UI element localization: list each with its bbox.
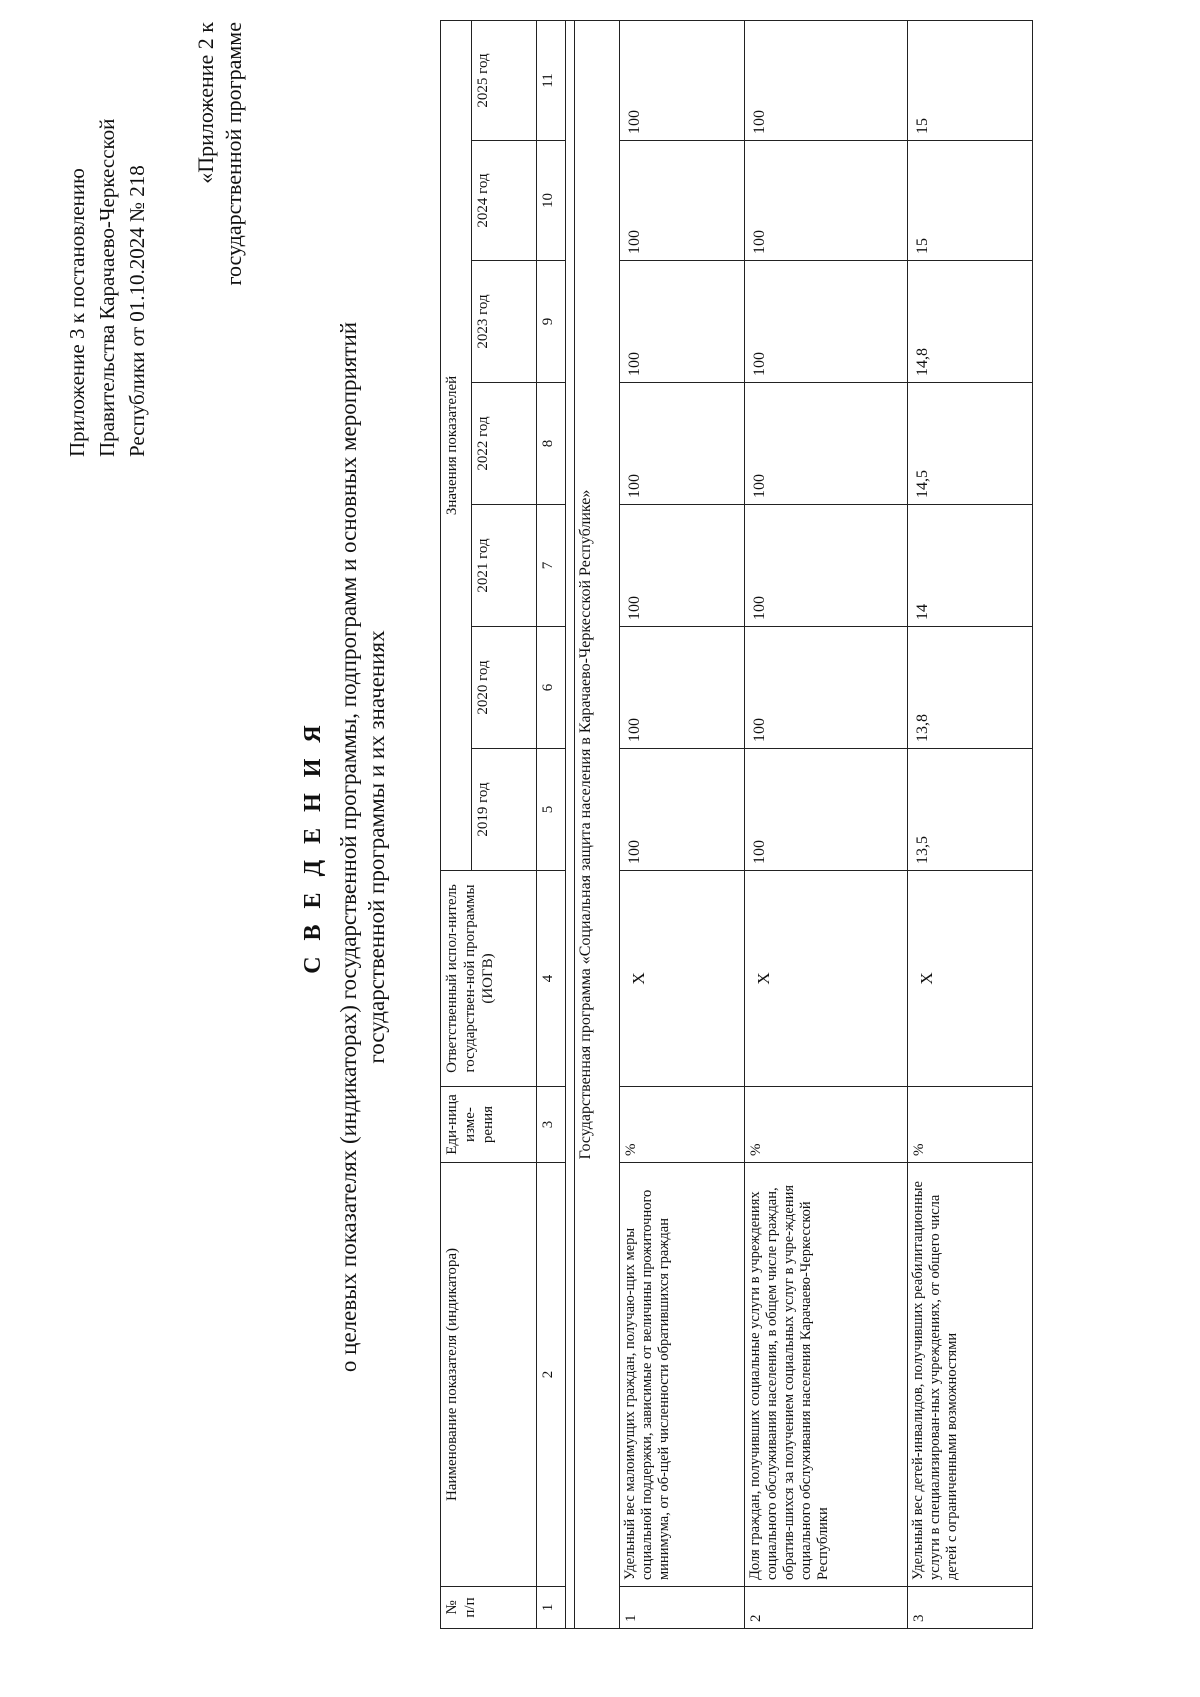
header-num: № п/п	[441, 1587, 537, 1629]
document-title: С В Е Д Е Н И Я	[300, 720, 326, 974]
column-number: 8	[537, 383, 566, 505]
subtitle-line-2: государственной программы и их значениях	[364, 630, 389, 1064]
prilozhenie-line-1: «Приложение 2 к	[193, 22, 218, 184]
row-value: 100	[620, 749, 745, 871]
header-year: 2025 год	[472, 20, 537, 140]
header-year: 2024 год	[472, 141, 537, 261]
row-indicator-name: Удельный вес детей-инвалидов, получивших реабилитационные услуги в специализирован-ных учреждениях, от общего числа детей с ограниченными возможностями	[908, 1163, 1033, 1587]
header-name: Наименование показателя (индикатора)	[441, 1163, 537, 1587]
row-value: 100	[745, 141, 908, 261]
indicators-table	[440, 20, 1033, 1629]
row-responsible: Х	[745, 871, 908, 1087]
column-number: 5	[537, 749, 566, 871]
prilozhenie-block	[192, 22, 248, 352]
row-responsible: Х	[908, 871, 1033, 1087]
column-number: 11	[537, 20, 566, 140]
header-values-group: Значения показателей	[441, 20, 472, 870]
row-value: 15	[908, 141, 1033, 261]
table-row	[908, 20, 1033, 1628]
row-num: 1	[620, 1587, 745, 1629]
row-value: 100	[745, 627, 908, 749]
row-value: 100	[745, 749, 908, 871]
table-spacer	[566, 20, 575, 1628]
header-year: 2023 год	[472, 261, 537, 383]
prilozhenie-line-2: государственной программе	[221, 22, 246, 286]
row-value: 14	[908, 505, 1033, 627]
row-value: 100	[745, 383, 908, 505]
row-num: 2	[745, 1587, 908, 1629]
row-value: 100	[620, 383, 745, 505]
row-value: 100	[620, 261, 745, 383]
row-value: 100	[620, 505, 745, 627]
subtitle-line-1: о целевых показателях (индикаторах) государственной программы, подпрограмм и основных мероприятий	[336, 321, 361, 1373]
program-title: Государственная программа «Социальная защита населения в Карачаево-Черкесской Республике»	[575, 20, 620, 1628]
column-number: 7	[537, 505, 566, 627]
document-subtitle	[335, 197, 391, 1497]
appendix-block	[62, 27, 152, 457]
column-number: 6	[537, 627, 566, 749]
header-year: 2021 год	[472, 505, 537, 627]
row-indicator-name: Доля граждан, получивших социальные услуги в учреждениях социального обслуживания населения, в общем числе граждан, обратив-шихся за получением социальных услуг в учре-ждения социального обслуживания населения Карачаево-Черкесской Республики	[745, 1163, 908, 1587]
row-responsible: Х	[620, 871, 745, 1087]
column-number: 3	[537, 1087, 566, 1163]
row-value: 14,5	[908, 383, 1033, 505]
row-value: 100	[745, 505, 908, 627]
header-unit: Еди-ница изме-рения	[441, 1087, 537, 1163]
row-value: 100	[620, 141, 745, 261]
row-num: 3	[908, 1587, 1033, 1629]
row-value: 15	[908, 20, 1033, 140]
column-number: 4	[537, 871, 566, 1087]
header-year: 2022 год	[472, 383, 537, 505]
table-header-row	[441, 20, 472, 1628]
header-year: 2020 год	[472, 627, 537, 749]
row-value: 13,8	[908, 627, 1033, 749]
row-unit: %	[620, 1087, 745, 1163]
header-year: 2019 год	[472, 749, 537, 871]
program-title-row	[575, 20, 620, 1628]
row-value: 100	[620, 20, 745, 140]
column-number: 1	[537, 1587, 566, 1629]
row-value: 13,5	[908, 749, 1033, 871]
row-unit: %	[745, 1087, 908, 1163]
appendix-line-3: Республики от 01.10.2024 № 218	[125, 165, 149, 457]
table-row	[745, 20, 908, 1628]
column-numbers-row	[537, 20, 566, 1628]
column-number: 9	[537, 261, 566, 383]
table-row	[620, 20, 745, 1628]
column-number: 10	[537, 141, 566, 261]
row-value: 100	[745, 261, 908, 383]
row-value: 100	[745, 20, 908, 140]
appendix-line-1: Приложение 3 к постановлению	[65, 168, 89, 457]
row-unit: %	[908, 1087, 1033, 1163]
appendix-line-2: Правительства Карачаево-Черкесской	[95, 118, 119, 457]
column-number: 2	[537, 1163, 566, 1587]
row-value: 100	[620, 627, 745, 749]
row-indicator-name: Удельный вес малоимущих граждан, получаю-щих меры социальной поддержки, зависимые от величины прожиточного минимума, от об-щей численности обратившихся граждан	[620, 1163, 745, 1587]
row-value: 14,8	[908, 261, 1033, 383]
header-responsible: Ответственный испол-нитель государствен-ной программы (ИОГВ)	[441, 871, 537, 1087]
